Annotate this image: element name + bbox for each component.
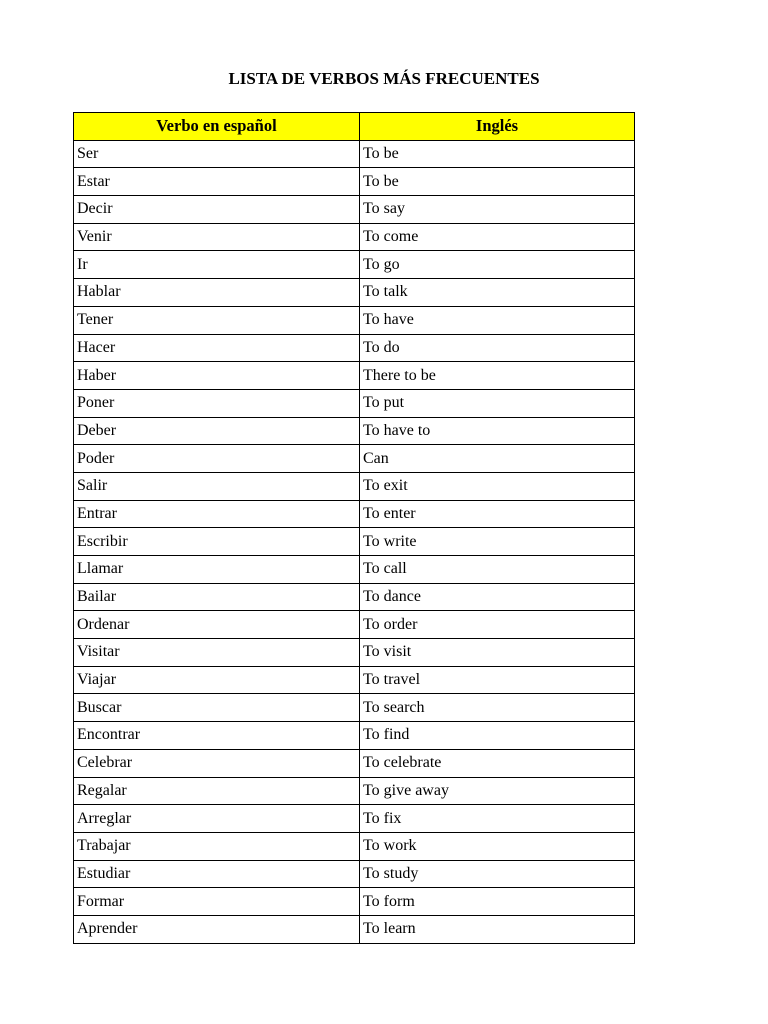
cell-english-verb: To give away <box>360 777 635 805</box>
cell-spanish-verb: Poner <box>74 389 360 417</box>
cell-spanish-verb: Trabajar <box>74 832 360 860</box>
table-row <box>74 251 635 279</box>
cell-english-verb: To talk <box>360 279 635 307</box>
cell-english-verb: To exit <box>360 472 635 500</box>
table-row <box>74 196 635 224</box>
cell-spanish-verb: Venir <box>74 223 360 251</box>
cell-english-verb: To enter <box>360 500 635 528</box>
cell-spanish-verb: Escribir <box>74 528 360 556</box>
table-row <box>74 639 635 667</box>
table-row <box>74 915 635 943</box>
cell-spanish-verb: Visitar <box>74 639 360 667</box>
table-row <box>74 279 635 307</box>
table-row <box>74 140 635 168</box>
table-row <box>74 389 635 417</box>
cell-english-verb: To go <box>360 251 635 279</box>
cell-english-verb: To say <box>360 196 635 224</box>
cell-spanish-verb: Ser <box>74 140 360 168</box>
cell-spanish-verb: Poder <box>74 445 360 473</box>
table-row <box>74 832 635 860</box>
table-header-row <box>74 113 635 141</box>
cell-english-verb: To order <box>360 611 635 639</box>
cell-english-verb: To have to <box>360 417 635 445</box>
table-row <box>74 860 635 888</box>
cell-spanish-verb: Decir <box>74 196 360 224</box>
table-row <box>74 777 635 805</box>
table-row <box>74 500 635 528</box>
cell-english-verb: To be <box>360 168 635 196</box>
table-row <box>74 472 635 500</box>
cell-spanish-verb: Deber <box>74 417 360 445</box>
cell-english-verb: To study <box>360 860 635 888</box>
cell-spanish-verb: Salir <box>74 472 360 500</box>
cell-english-verb: To have <box>360 306 635 334</box>
table-row <box>74 168 635 196</box>
cell-english-verb: To search <box>360 694 635 722</box>
table-row <box>74 805 635 833</box>
cell-english-verb: To put <box>360 389 635 417</box>
table-row <box>74 556 635 584</box>
cell-english-verb: There to be <box>360 362 635 390</box>
cell-spanish-verb: Haber <box>74 362 360 390</box>
cell-spanish-verb: Hablar <box>74 279 360 307</box>
cell-english-verb: To dance <box>360 583 635 611</box>
cell-english-verb: To work <box>360 832 635 860</box>
cell-english-verb: To write <box>360 528 635 556</box>
cell-english-verb: To be <box>360 140 635 168</box>
page-title: LISTA DE VERBOS MÁS FRECUENTES <box>228 69 540 88</box>
cell-english-verb: Can <box>360 445 635 473</box>
cell-spanish-verb: Encontrar <box>74 722 360 750</box>
cell-spanish-verb: Regalar <box>74 777 360 805</box>
cell-english-verb: To come <box>360 223 635 251</box>
cell-spanish-verb: Estudiar <box>74 860 360 888</box>
cell-spanish-verb: Bailar <box>74 583 360 611</box>
cell-english-verb: To do <box>360 334 635 362</box>
cell-spanish-verb: Celebrar <box>74 749 360 777</box>
table-row <box>74 334 635 362</box>
table-row <box>74 528 635 556</box>
column-header-spanish: Verbo en español <box>74 113 360 141</box>
cell-english-verb: To form <box>360 888 635 916</box>
cell-spanish-verb: Formar <box>74 888 360 916</box>
table-row <box>74 888 635 916</box>
cell-spanish-verb: Viajar <box>74 666 360 694</box>
cell-spanish-verb: Ordenar <box>74 611 360 639</box>
table-row <box>74 223 635 251</box>
table-row <box>74 749 635 777</box>
table-row <box>74 611 635 639</box>
table-row <box>74 722 635 750</box>
cell-english-verb: To find <box>360 722 635 750</box>
cell-english-verb: To fix <box>360 805 635 833</box>
cell-spanish-verb: Arreglar <box>74 805 360 833</box>
column-header-english: Inglés <box>360 113 635 141</box>
cell-english-verb: To travel <box>360 666 635 694</box>
cell-spanish-verb: Estar <box>74 168 360 196</box>
table-row <box>74 417 635 445</box>
table-row <box>74 666 635 694</box>
cell-spanish-verb: Ir <box>74 251 360 279</box>
cell-spanish-verb: Llamar <box>74 556 360 584</box>
table-row <box>74 445 635 473</box>
cell-english-verb: To celebrate <box>360 749 635 777</box>
cell-english-verb: To call <box>360 556 635 584</box>
table-row <box>74 362 635 390</box>
cell-spanish-verb: Aprender <box>74 915 360 943</box>
table-row <box>74 583 635 611</box>
cell-spanish-verb: Hacer <box>74 334 360 362</box>
verb-table <box>73 112 635 944</box>
table-row <box>74 694 635 722</box>
table-row <box>74 306 635 334</box>
table-body <box>74 140 635 943</box>
cell-english-verb: To visit <box>360 639 635 667</box>
cell-spanish-verb: Entrar <box>74 500 360 528</box>
cell-spanish-verb: Buscar <box>74 694 360 722</box>
cell-english-verb: To learn <box>360 915 635 943</box>
cell-spanish-verb: Tener <box>74 306 360 334</box>
